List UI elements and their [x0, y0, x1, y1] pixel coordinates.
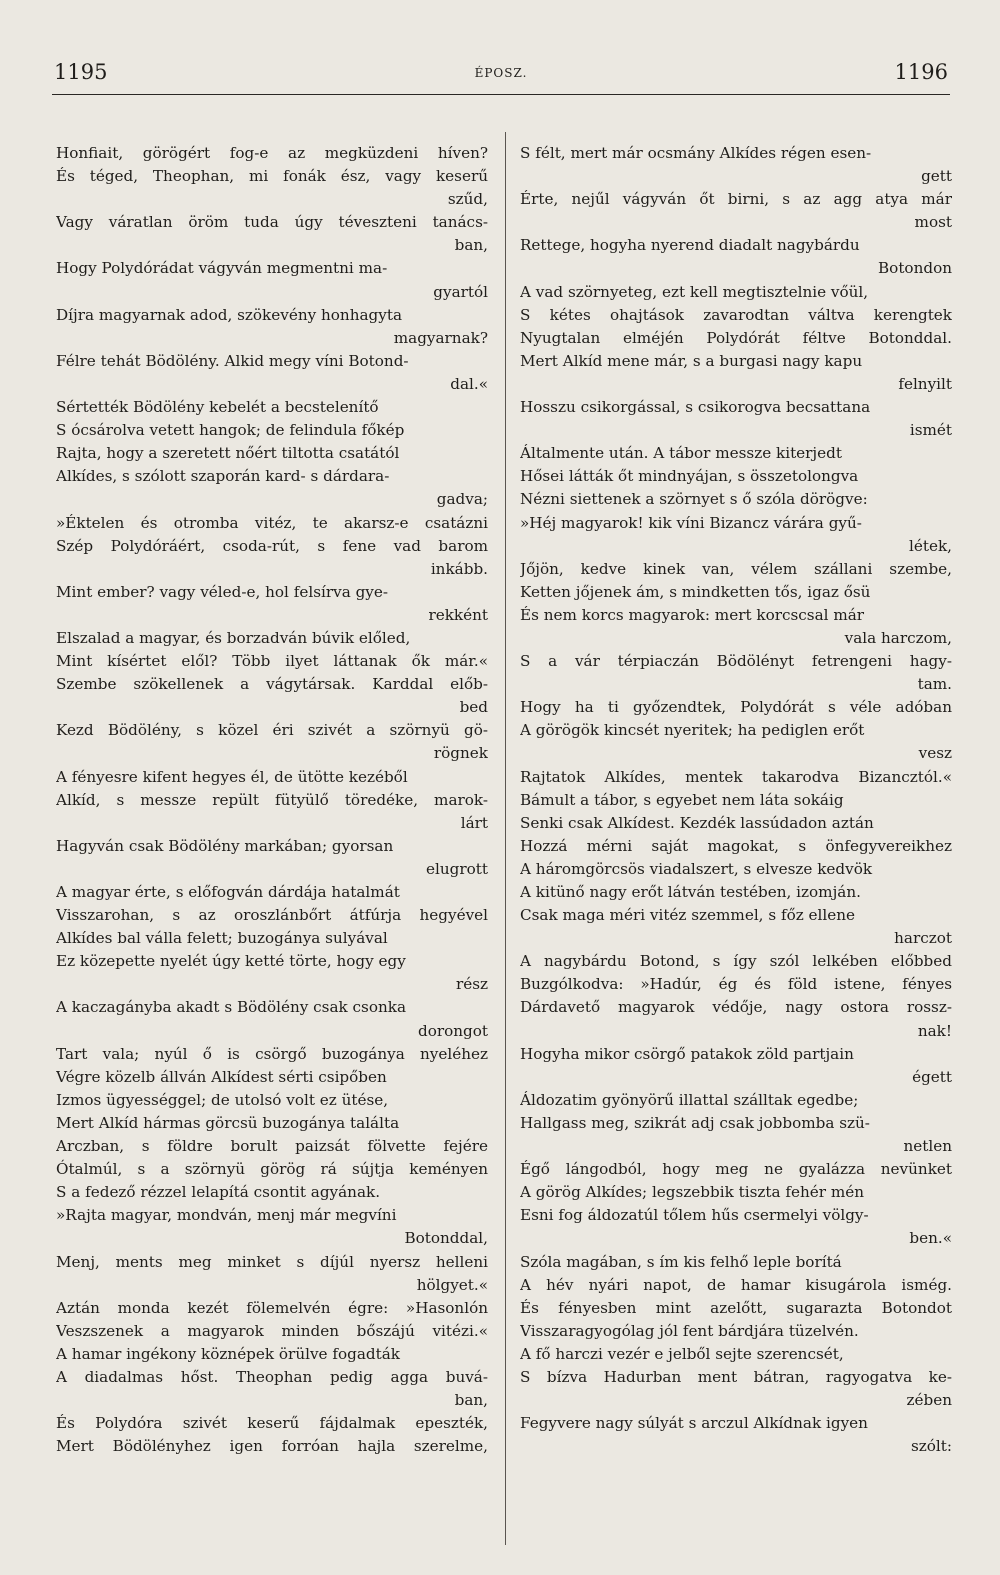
- verse-line: Hogyha mikor csörgő patakok zöld partjain: [520, 1044, 854, 1063]
- verse-line: A nagybárdu Botond, s így szól lelkében előbbed: [520, 952, 952, 971]
- verse-line: Esni fog áldozatúl tőlem hűs csermelyi völgy-: [520, 1206, 869, 1225]
- verse-continuation: elugrott: [426, 859, 488, 878]
- verse-line: Alkíd, s messze repült fütyülő töredéke, marok-: [56, 790, 488, 809]
- verse-continuation: vesz: [918, 744, 952, 763]
- verse-line: A fényesre kifent hegyes él, de ütötte kezéből: [56, 767, 408, 786]
- verse-continuation: hölgyet.«: [416, 1275, 488, 1294]
- verse-line: Hozzá mérni saját magokat, s önfegyvereikhez: [520, 836, 952, 855]
- verse-line: Alkídes, s szólott szaporán kard- s dárdara-: [56, 467, 390, 486]
- verse-continuation: tam.: [917, 675, 952, 694]
- verse-line: S bízva Hadurban ment bátran, ragyogatva ke-: [520, 1367, 952, 1386]
- verse-continuation: ben.«: [909, 1229, 952, 1248]
- running-title: ÉPOSZ.: [474, 66, 528, 80]
- verse-line: A háromgörcsös viadalszert, s elvesze kedvök: [520, 859, 873, 878]
- verse-continuation: inkább.: [430, 559, 488, 578]
- verse-line: A kitünő nagy erőt látván testében, izomján.: [520, 883, 861, 901]
- verse-line: Sértették Bödölény kebelét a becstelenítő: [56, 398, 379, 417]
- verse-line: Buzgólkodva: »Hadúr, ég és föld istene, fényes: [520, 975, 952, 994]
- verse-line: Díjra magyarnak adod, szökevény honhagyta: [56, 305, 403, 324]
- verse-line: Jőjön, kedve kinek van, vélem szállani szembe,: [520, 559, 952, 578]
- verse-continuation: netlen: [903, 1137, 952, 1156]
- verse-line: Szóla magában, s ím kis felhő leple borítá: [520, 1252, 842, 1271]
- verse-line: Veszszenek a magyarok minden bőszájú vitézi.«: [56, 1321, 488, 1340]
- verse-line: Hősei látták őt mindnyájan, s összetolongva: [520, 467, 859, 486]
- verse-line: Félre tehát Bödölény. Alkid megy víni Botond-: [56, 351, 409, 370]
- verse-line: Mint kísértet elől? Több ilyet láttanak ők már.«: [56, 652, 488, 671]
- verse-continuation: dal.«: [450, 374, 488, 393]
- verse-continuation: dorongot: [417, 1021, 488, 1040]
- verse-line: A fő harczi vezér e jelből sejte szerencsét,: [520, 1344, 844, 1363]
- verse-line: Visszarohan, s az oroszlánbőrt átfúrja hegyével: [56, 906, 488, 925]
- right-text-column: [520, 142, 952, 1458]
- verse-line: Végre közelb állván Alkídest sérti csipőben: [56, 1067, 387, 1086]
- verse-continuation: lárt: [460, 813, 488, 832]
- verse-line: A görög Alkídes; legszebbik tiszta fehér mén: [520, 1183, 865, 1202]
- verse-line: Tart vala; nyúl ő is csörgő buzogánya nyeléhez: [56, 1044, 488, 1063]
- verse-continuation: szűd,: [447, 190, 488, 209]
- column-divider: [505, 132, 506, 1545]
- verse-line: Aztán monda kezét fölemelvén égre: »Hasonlón: [56, 1298, 488, 1317]
- verse-line: A görögök kincsét nyeritek; ha pediglen erőt: [520, 721, 865, 740]
- verse-line: Szembe szökellenek a vágytársak. Karddal előb-: [56, 675, 488, 694]
- page-number-left: 1195: [54, 60, 108, 84]
- verse-line: Szép Polydóráért, csoda-rút, s fene vad barom: [56, 536, 488, 555]
- verse-line: Hagyván csak Bödölény markában; gyorsan: [56, 836, 394, 855]
- verse-continuation: ban,: [454, 236, 488, 255]
- verse-continuation: Botonddal,: [404, 1229, 488, 1248]
- verse-line: Rajtatok Alkídes, mentek takarodva Bizancztól.«: [520, 767, 952, 786]
- verse-line: És Polydóra szivét keserű fájdalmak epeszték,: [56, 1414, 488, 1433]
- verse-line: Elszalad a magyar, és borzadván búvik előled,: [56, 628, 411, 647]
- verse-line: A kaczagányba akadt s Bödölény csak csonka: [56, 998, 407, 1017]
- verse-line: Mert Bödölényhez igen forróan hajla szerelme,: [56, 1437, 488, 1456]
- page-header: [52, 58, 950, 94]
- verse-continuation: zében: [906, 1391, 952, 1410]
- verse-line: Mint ember? vagy véled-e, hol felsírva gye-: [56, 582, 388, 601]
- verse-continuation: most: [914, 213, 952, 232]
- verse-line: Ez közepette nyelét úgy ketté törte, hogy egy: [56, 952, 406, 971]
- verse-continuation: rekként: [428, 605, 488, 624]
- verse-line: Arczban, s földre borult paizsát fölvette fejére: [56, 1137, 488, 1156]
- header-rule: [52, 94, 950, 95]
- verse-continuation: vala harczom,: [844, 628, 952, 647]
- verse-line: Hogy Polydórádat vágyván megmentni ma-: [56, 259, 388, 278]
- verse-line: Mert Alkíd hármas görcsü buzogánya találta: [56, 1113, 400, 1132]
- verse-line: Áldozatim gyönyörű illattal szálltak egedbe;: [520, 1090, 859, 1109]
- page-number-right: 1196: [894, 60, 948, 84]
- verse-line: Senki csak Alkídest. Kezdék lassúdadon aztán: [520, 813, 874, 832]
- verse-line: A hév nyári napot, de hamar kisugárola ismég.: [520, 1275, 952, 1294]
- verse-line: S kétes ohajtások zavarodtan váltva kerengtek: [520, 305, 952, 324]
- verse-line: Csak maga méri vitéz szemmel, s főz ellene: [520, 906, 856, 925]
- verse-line: S a fedező rézzel lelapítá csontit agyának.: [56, 1183, 381, 1202]
- verse-line: Általmente után. A tábor messze kiterjedt: [520, 444, 842, 463]
- verse-line: Hallgass meg, szikrát adj csak jobbomba szü-: [520, 1113, 870, 1132]
- verse-line: És téged, Theophan, mi fonák ész, vagy keserű: [56, 167, 488, 186]
- verse-continuation: ban,: [454, 1391, 488, 1410]
- verse-line: Hosszu csikorgással, s csikorogva becsattana: [520, 398, 871, 417]
- verse-line: S ócsárolva vetett hangok; de felindula főkép: [56, 421, 405, 440]
- verse-line: Ótalmúl, s a szörnyü görög rá sújtja keményen: [56, 1160, 488, 1179]
- verse-line: Dárdavető magyarok védője, nagy ostora rossz-: [520, 998, 952, 1017]
- verse-continuation: harczot: [894, 929, 952, 948]
- verse-line: Visszaragyogólag jól fent bárdjára tüzelvén.: [520, 1321, 859, 1340]
- verse-line: És fényesben mint azelőtt, sugarazta Botondot: [520, 1298, 952, 1317]
- verse-line: Hogy ha ti győzendtek, Polydórát s véle adóban: [520, 698, 952, 717]
- verse-continuation: felnyilt: [898, 374, 952, 393]
- verse-continuation: gett: [921, 167, 952, 186]
- verse-line: Ketten jőjenek ám, s mindketten tős, igaz ősü: [520, 582, 871, 601]
- verse-line: Kezd Bödölény, s közel éri szivét a szörnyü gö-: [56, 721, 488, 740]
- verse-continuation: gadva;: [436, 490, 488, 509]
- verse-continuation: szólt:: [910, 1437, 952, 1456]
- verse-continuation: gyartól: [433, 282, 488, 301]
- verse-line: »Rajta magyar, mondván, menj már megvíni: [56, 1206, 397, 1225]
- verse-continuation: égett: [912, 1067, 952, 1086]
- verse-line: Rajta, hogy a szeretett nőért tiltotta csatától: [56, 444, 400, 463]
- verse-line: »Héj magyarok! kik víni Bizancz várára gyű-: [520, 513, 862, 532]
- verse-line: S félt, mert már ocsmány Alkídes régen esen-: [520, 144, 872, 162]
- verse-line: Égő lángodból, hogy meg ne gyalázza nevünket: [520, 1160, 952, 1179]
- verse-line: A diadalmas hőst. Theophan pedig agga buvá-: [56, 1367, 488, 1386]
- verse-continuation: rész: [455, 975, 488, 994]
- verse-line: És nem korcs magyarok: mert korcscsal már: [520, 605, 865, 624]
- verse-line: »Éktelen és otromba vitéz, te akarsz-e csatázni: [56, 513, 488, 532]
- verse-line: S a vár térpiaczán Bödölényt fetrengeni hagy-: [520, 652, 952, 671]
- verse-line: Alkídes bal válla felett; buzogánya sulyával: [56, 929, 388, 948]
- verse-line: Fegyvere nagy súlyát s arczul Alkídnak igyen: [520, 1414, 868, 1433]
- verse-line: Rettege, hogyha nyerend diadalt nagybárdu: [520, 236, 860, 255]
- verse-continuation: magyarnak?: [393, 328, 488, 347]
- verse-continuation: rögnek: [433, 744, 488, 763]
- verse-line: Honfiait, görögért fog-e az megküzdeni híven?: [56, 144, 488, 162]
- verse-continuation: nak!: [917, 1021, 952, 1040]
- verse-continuation: létek,: [909, 536, 952, 555]
- verse-line: Bámult a tábor, s egyebet nem láta sokáig: [520, 790, 844, 809]
- verse-continuation: bed: [459, 698, 488, 717]
- verse-line: Vagy váratlan öröm tuda úgy téveszteni tanács-: [56, 213, 488, 232]
- verse-continuation: ismét: [909, 421, 952, 440]
- left-text-column: [56, 142, 488, 1458]
- verse-line: Nézni siettenek a szörnyet s ő szóla dörögve:: [520, 490, 868, 509]
- verse-line: A magyar érte, s előfogván dárdája hatalmát: [56, 883, 400, 901]
- verse-line: Menj, ments meg minket s díjúl nyersz helleni: [56, 1252, 488, 1271]
- verse-line: A vad szörnyeteg, ezt kell megtisztelnie vőül,: [520, 282, 869, 301]
- verse-line: Mert Alkíd mene már, s a burgasi nagy kapu: [520, 351, 863, 370]
- verse-continuation: Botondon: [878, 259, 952, 278]
- verse-line: Érte, nejűl vágyván őt birni, s az agg atya már: [520, 190, 952, 209]
- verse-line: A hamar ingékony köznépek örülve fogadták: [56, 1344, 400, 1363]
- verse-line: Nyugtalan elméjén Polydórát féltve Botonddal.: [520, 328, 952, 347]
- verse-line: Izmos ügyességgel; de utolsó volt ez ütése,: [56, 1090, 389, 1109]
